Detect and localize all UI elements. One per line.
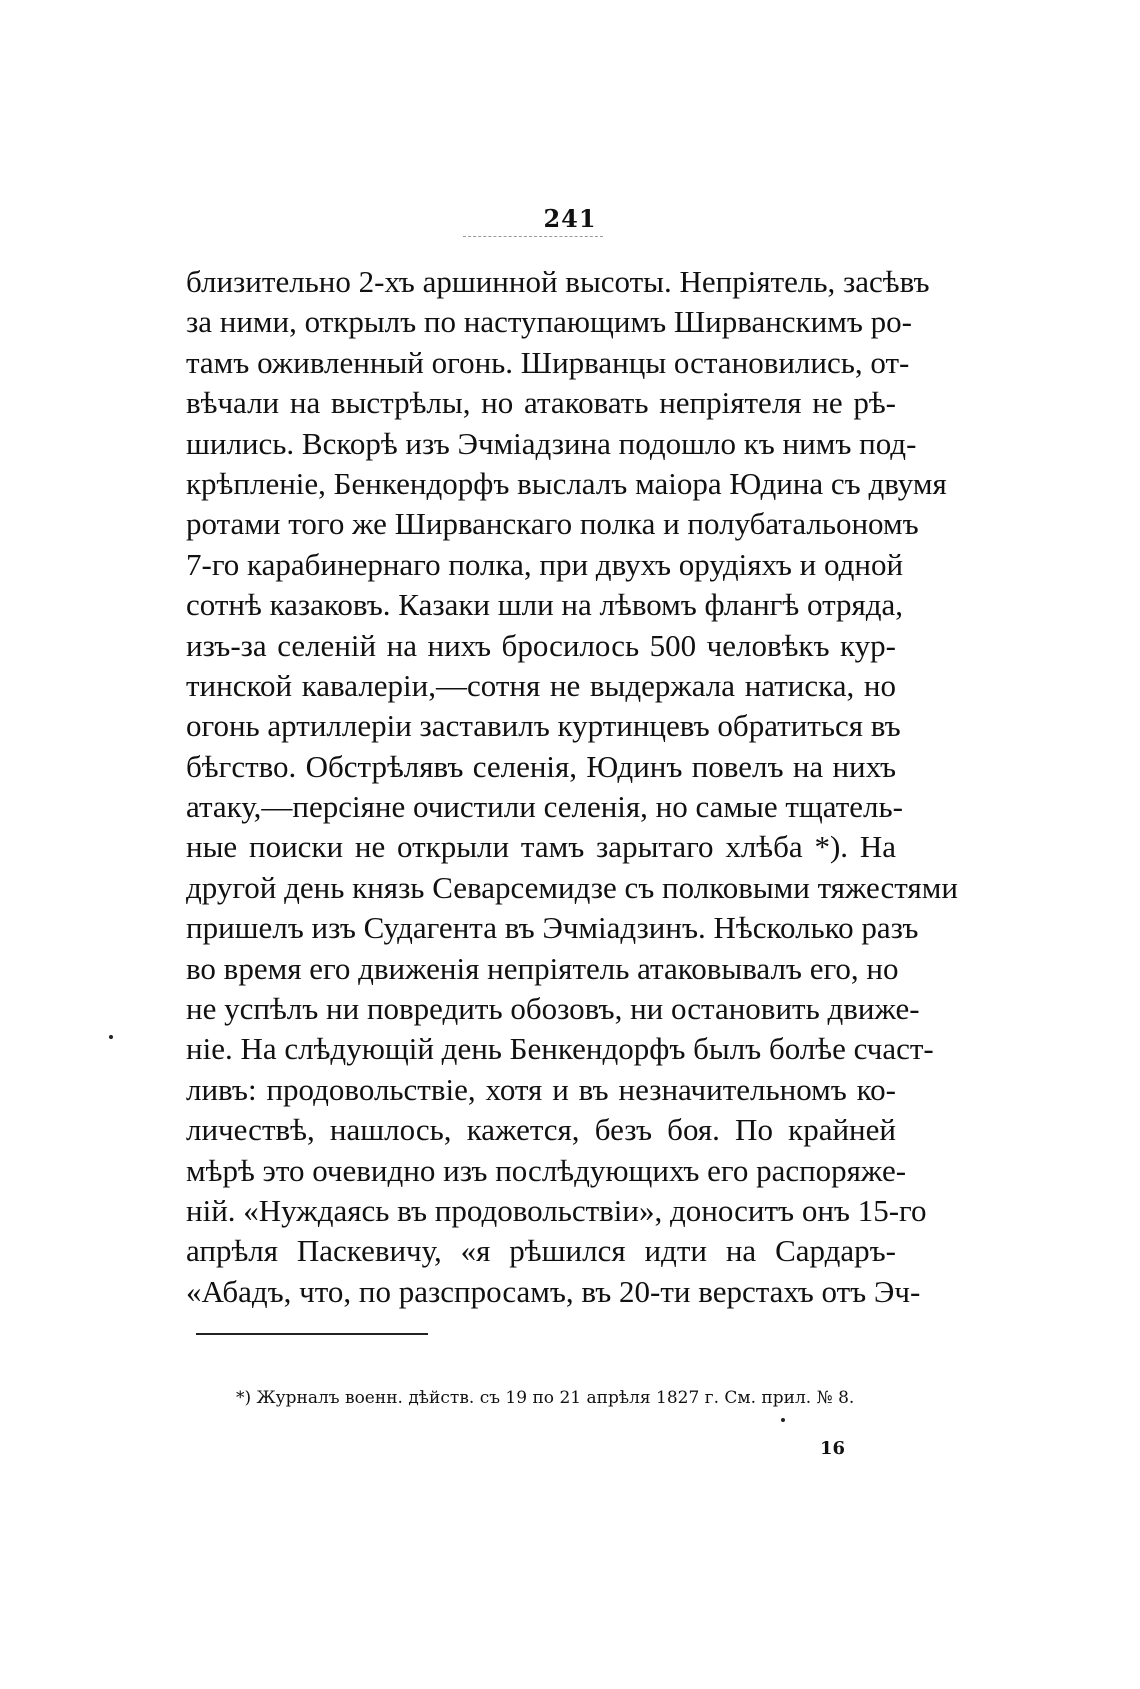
text-line: сотнѣ казаковъ. Казаки шли на лѣвомъ флангѣ отряда, bbox=[186, 587, 904, 623]
text-line: мѣрѣ это очевидно изъ послѣдующихъ его распоряже- bbox=[186, 1152, 907, 1188]
text-line: крѣпленіе, Бенкендорфъ выслалъ маіора Юдина съ двумя bbox=[186, 465, 947, 501]
page-number-rule bbox=[463, 236, 603, 237]
speck bbox=[109, 1035, 113, 1039]
text-line: апрѣля Паскевичу, «я рѣшился идти на Сардаръ- bbox=[186, 1233, 896, 1269]
text-line: пришелъ изъ Судагента въ Эчміадзинъ. Нѣсколько разъ bbox=[186, 910, 919, 946]
text-line: огонь артиллеріи заставилъ куртинцевъ обратиться въ bbox=[186, 708, 901, 744]
text-line: не успѣлъ ни повредить обозовъ, ни остановить движе- bbox=[186, 991, 920, 1027]
text-line: тамъ оживленный огонь. Ширванцы остановились, от- bbox=[186, 344, 910, 380]
text-line: другой день князь Севарсемидзе съ полковыми тяжестями bbox=[186, 869, 958, 905]
footnote: *) Журналъ военн. дѣйств. съ 19 по 21 апрѣля 1827 г. См. прил. № 8. bbox=[236, 1388, 855, 1408]
text-line: вѣчали на выстрѣлы, но атаковать непріятеля не рѣ- bbox=[186, 385, 896, 421]
footnote-rule bbox=[196, 1333, 428, 1335]
text-line: тинской кавалеріи,—сотня не выдержала натиска, но bbox=[186, 667, 896, 703]
body-text bbox=[186, 262, 958, 1312]
text-line: атаку,—персіяне очистили селенія, но самые тщатель- bbox=[186, 789, 903, 825]
page-number: 241 bbox=[543, 204, 597, 233]
text-line: «Абадъ, что, по разспросамъ, въ 20-ти верстахъ отъ Эч- bbox=[186, 1273, 921, 1309]
text-line: близительно 2-хъ аршинной высоты. Непріятель, засѣвъ bbox=[186, 264, 930, 299]
text-line: шились. Вскорѣ изъ Эчміадзина подошло къ нимъ под- bbox=[186, 425, 917, 461]
text-line: ливъ: продовольствіе, хотя и въ незначительномъ ко- bbox=[186, 1071, 896, 1107]
text-line: во время его движенія непріятель атаковывалъ его, но bbox=[186, 950, 899, 986]
text-line: 7-го карабинернаго полка, при двухъ орудіяхъ и одной bbox=[186, 546, 904, 582]
signature-mark: 16 bbox=[820, 1438, 846, 1459]
speck bbox=[781, 1418, 785, 1422]
text-line: бѣгство. Обстрѣлявъ селенія, Юдинъ повелъ на нихъ bbox=[186, 748, 896, 784]
text-line: личествѣ, нашлось, кажется, безъ боя. По крайней bbox=[186, 1112, 896, 1148]
text-line: за ними, открылъ по наступающимъ Ширванскимъ ро- bbox=[186, 304, 912, 340]
text-line: ротами того же Ширванскаго полка и полубатальономъ bbox=[186, 506, 919, 542]
text-line: ній. «Нуждаясь въ продовольствіи», доноситъ онъ 15-го bbox=[186, 1192, 927, 1228]
text-line: изъ-за селеній на нихъ бросилось 500 человѣкъ кур- bbox=[186, 627, 896, 663]
text-line: ніе. На слѣдующій день Бенкендорфъ былъ болѣе счаст- bbox=[186, 1031, 934, 1067]
text-line: ные поиски не открыли тамъ зарытаго хлѣба *). На bbox=[186, 829, 896, 865]
